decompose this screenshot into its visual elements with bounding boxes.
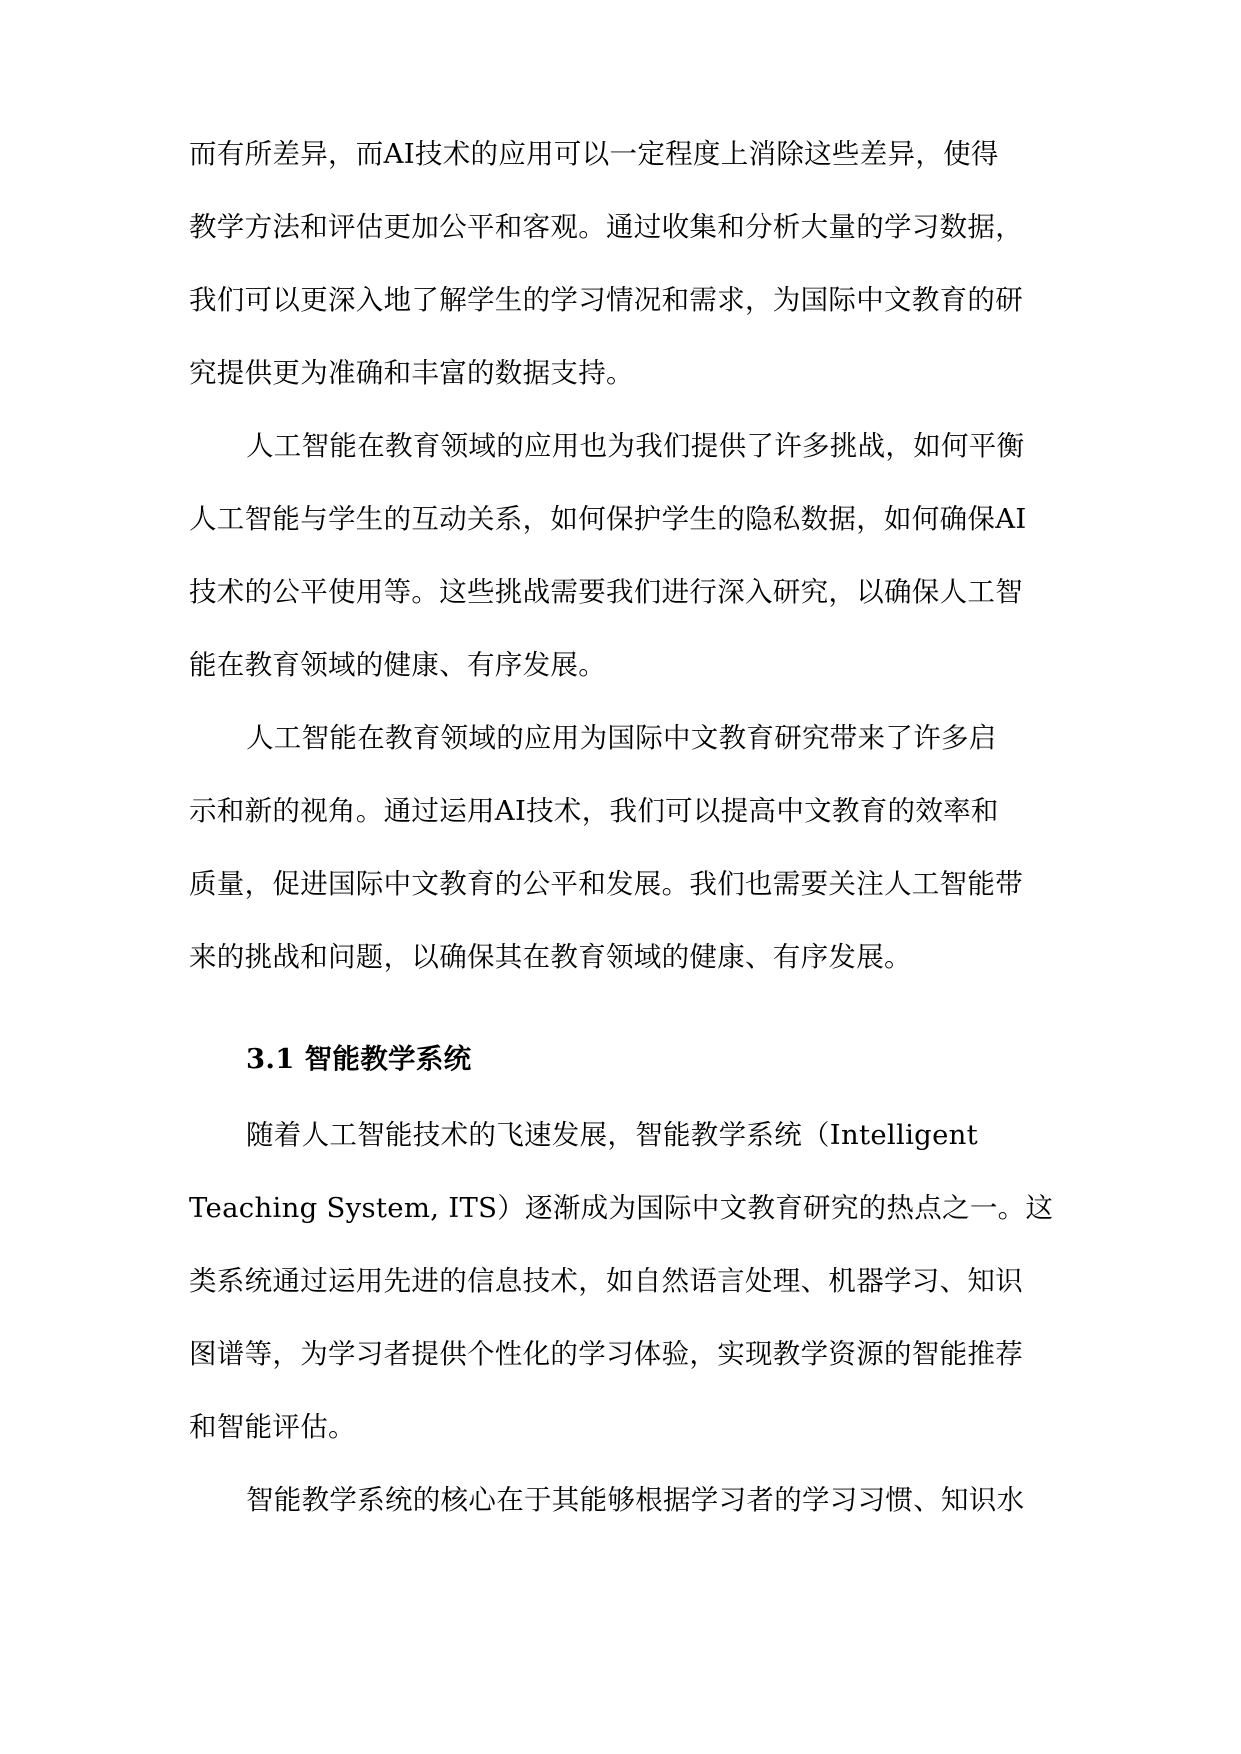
text-line: 随着人工智能技术的飞速发展，智能教学系统（Intelligent <box>246 1119 979 1151</box>
text-line: 我们可以更深入地了解学生的学习情况和需求，为国际中文教育的研 <box>189 284 1023 316</box>
section-heading: 3.1 智能教学系统 <box>246 1043 472 1075</box>
text-line: 人工智能在教育领域的应用为国际中文教育研究带来了许多启 <box>246 722 997 754</box>
text-line: 来的挑战和问题，以确保其在教育领域的健康、有序发展。 <box>189 941 912 973</box>
text-line: 能在教育领域的健康、有序发展。 <box>189 649 606 681</box>
text-line: 技术的公平使用等。这些挑战需要我们进行深入研究，以确保人工智 <box>189 576 1023 608</box>
text-line: 教学方法和评估更加公平和客观。通过收集和分析大量的学习数据， <box>189 211 1023 243</box>
text-line: Teaching System, ITS）逐渐成为国际中文教育研究的热点之一。这 <box>189 1192 1054 1224</box>
text-line: 图谱等，为学习者提供个性化的学习体验，实现教学资源的智能推荐 <box>189 1338 1023 1370</box>
text-line: 示和新的视角。通过运用AI技术，我们可以提高中文教育的效率和 <box>189 795 999 827</box>
text-line: 和智能评估。 <box>189 1411 356 1443</box>
text-line: 究提供更为准确和丰富的数据支持。 <box>189 357 634 389</box>
text-line: 类系统通过运用先进的信息技术，如自然语言处理、机器学习、知识 <box>189 1265 1023 1297</box>
text-line: 人工智能在教育领域的应用也为我们提供了许多挑战，如何平衡 <box>246 430 1025 462</box>
text-line: 而有所差异，而AI技术的应用可以一定程度上消除这些差异，使得 <box>189 138 999 170</box>
text-line: 质量，促进国际中文教育的公平和发展。我们也需要关注人工智能带 <box>189 868 1023 900</box>
text-line: 人工智能与学生的互动关系，如何保护学生的隐私数据，如何确保AI <box>189 503 1027 535</box>
text-line: 智能教学系统的核心在于其能够根据学习者的学习习惯、知识水 <box>246 1484 1025 1516</box>
